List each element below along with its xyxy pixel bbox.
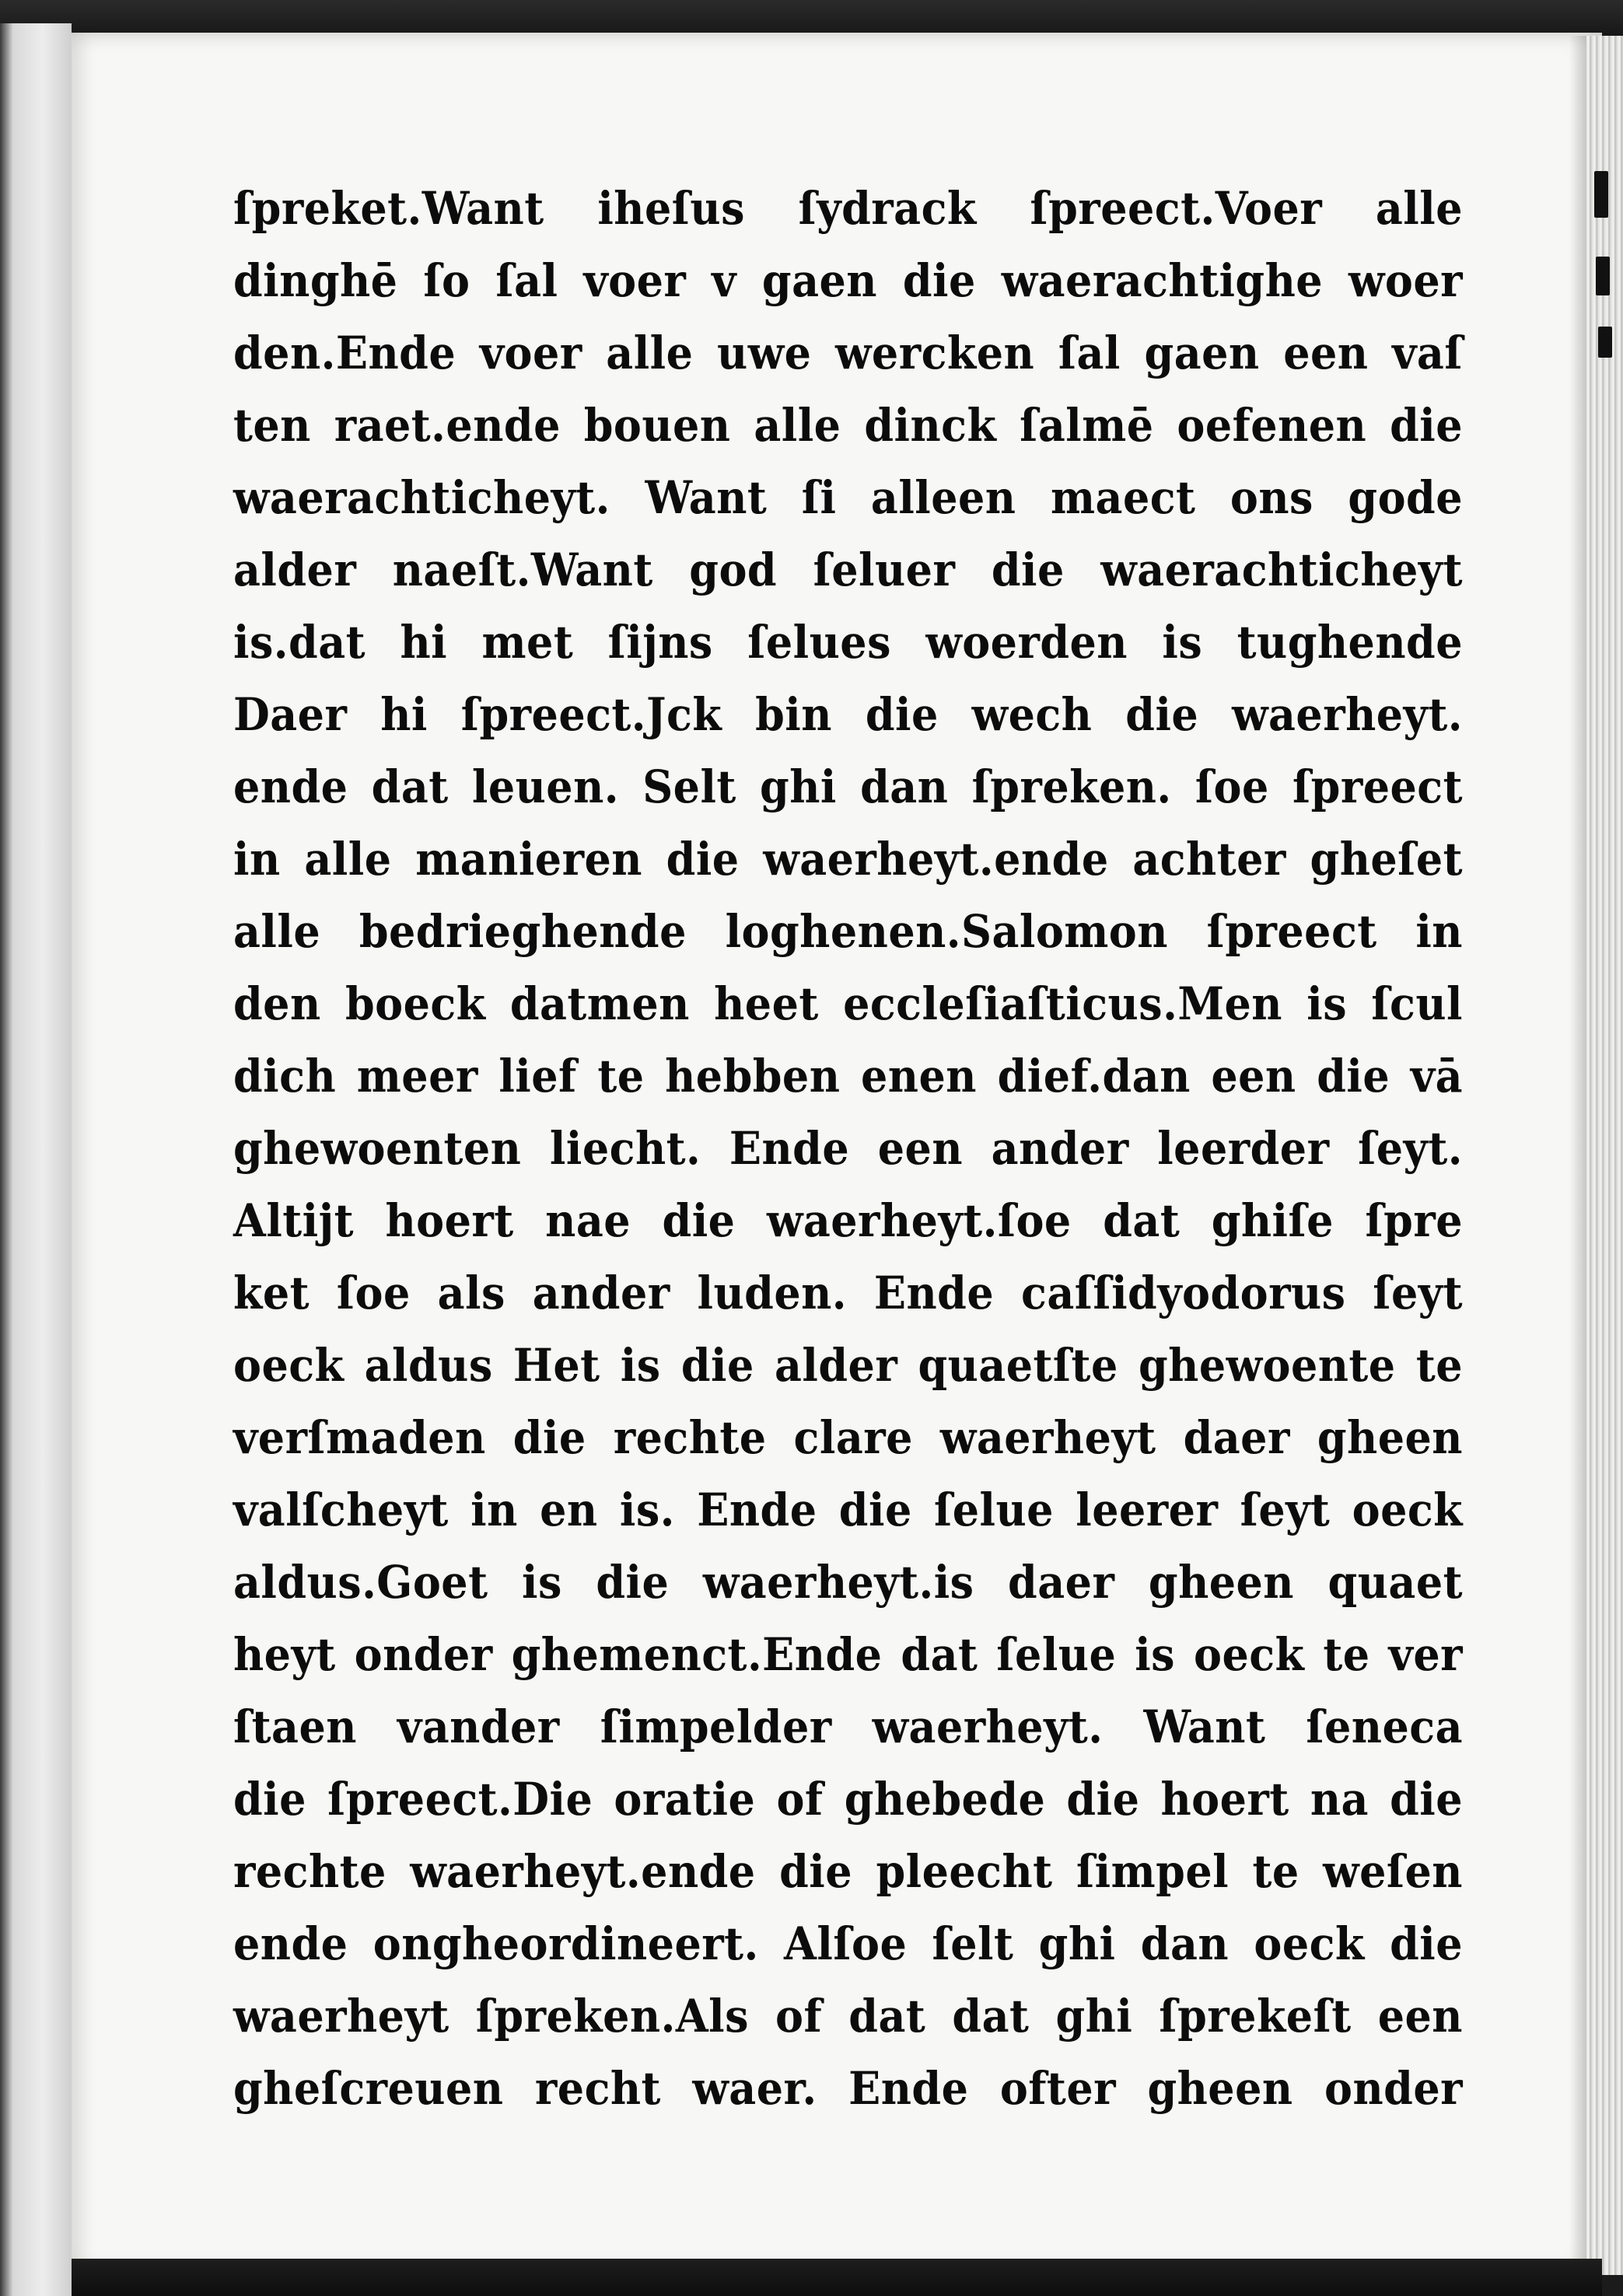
text-line: Daer hi ſpreect.Jck bin die wech die waerheyt.: [233, 688, 1463, 741]
text-line: ket ſoe als ander luden. Ende caſſidyodorus ſeyt: [233, 1267, 1463, 1319]
text-line: ende dat leuen. Selt ghi dan ſpreken. ſoe ſpreect: [233, 760, 1463, 813]
text-line: ten raet.ende bouen alle dinck ſalmē oefenen die: [233, 399, 1463, 452]
left-board-edge: [0, 23, 72, 2296]
text-line: ende ongheordineert. Alſoe ſelt ghi dan oeck die: [233, 1917, 1463, 1970]
text-line: rechte waerheyt.ende die pleecht ſimpel te weſen: [233, 1845, 1463, 1898]
text-line: alder naeſt.Want god ſeluer die waerachticheyt: [233, 543, 1463, 596]
page-edges: [1586, 36, 1623, 2275]
text-line: in alle manieren die waerheyt.ende achter gheſet: [233, 833, 1463, 886]
text-line: aldus.Goet is die waerheyt.is daer gheen quaet: [233, 1556, 1463, 1609]
binding-background: [0, 0, 1623, 36]
text-line: oeck aldus Het is die alder quaetſte ghewoente te: [233, 1339, 1463, 1392]
text-line: gheſcreuen recht waer. Ende ofter gheen onder: [233, 2062, 1463, 2115]
text-line: valſcheyt in en is. Ende die ſelue leerer ſeyt oeck: [233, 1483, 1463, 1536]
next-leaf-ink-mark: [1594, 171, 1608, 218]
text-line: dinghē ſo ſal voer v gaen die waerachtighe woer: [233, 254, 1463, 307]
next-leaf-ink-mark: [1596, 257, 1610, 295]
text-line: waerheyt ſpreken.Als of dat dat ghi ſprekeſt een: [233, 1990, 1463, 2043]
text-line: dich meer lief te hebben enen dief.dan een die vā: [233, 1050, 1463, 1103]
text-line: ghewoenten liecht. Ende een ander leerder ſeyt.: [233, 1122, 1463, 1175]
text-line: Altijt hoert nae die waerheyt.ſoe dat ghiſe ſpre: [233, 1194, 1463, 1247]
text-line: alle bedrieghende loghenen.Salomon ſpreect in: [233, 905, 1463, 958]
text-line: heyt onder ghemenct.Ende dat ſelue is oeck te ver: [233, 1628, 1463, 1681]
bottom-background: [72, 2259, 1602, 2296]
text-line: den boeck datmen heet eccleſiaſticus.Men is ſcul: [233, 977, 1463, 1030]
text-line: is.dat hi met ſijns ſelues woerden is tughende: [233, 616, 1463, 669]
text-column: [233, 173, 1462, 2125]
text-line: waerachticheyt. Want ſi alleen maect ons gode: [233, 471, 1463, 524]
text-line: ſtaen vander ſimpelder waerheyt. Want ſeneca: [233, 1700, 1463, 1753]
next-leaf-ink-mark: [1598, 327, 1612, 358]
text-line: die ſpreect.Die oratie of ghebede die hoert na die: [233, 1773, 1463, 1826]
text-line: ſpreket.Want iheſus ſydrack ſpreect.Voer alle: [233, 182, 1463, 235]
text-line: den.Ende voer alle uwe wercken ſal gaen een vaſ: [233, 327, 1463, 379]
text-line: verſmaden die rechte clare waerheyt daer gheen: [233, 1411, 1463, 1464]
